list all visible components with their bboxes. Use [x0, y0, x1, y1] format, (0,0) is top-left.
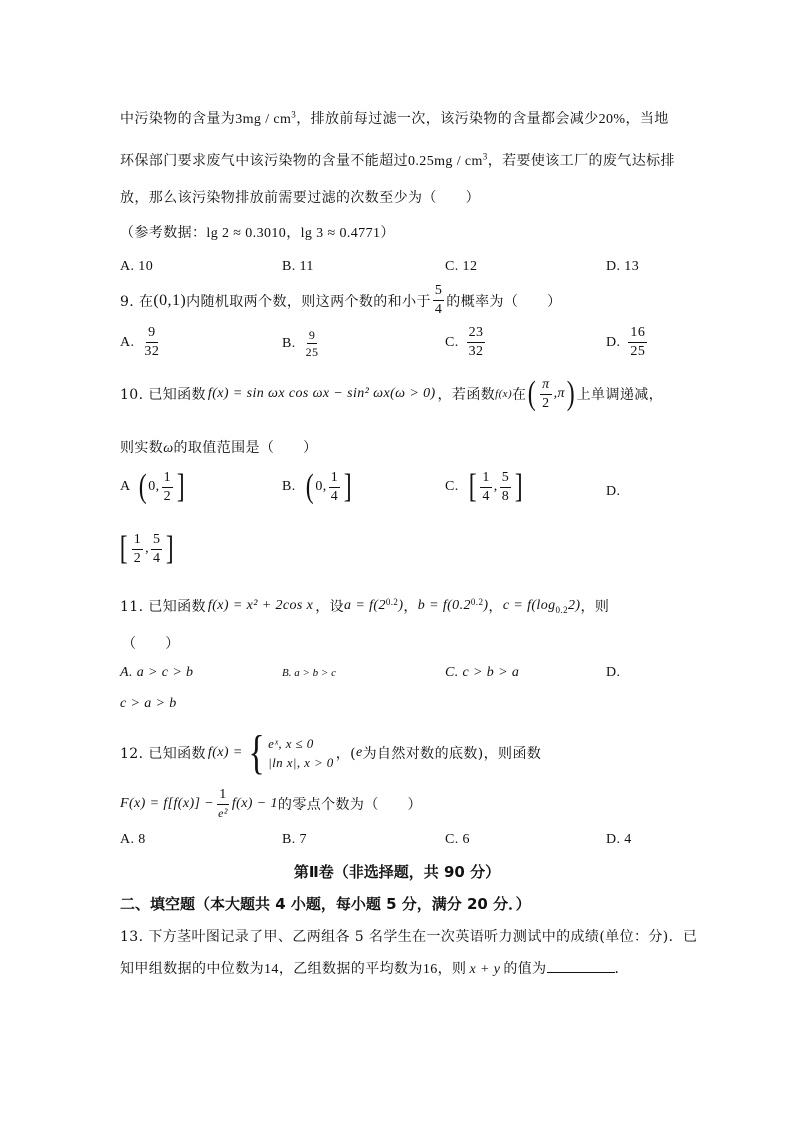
q10-interval-right: ,π [553, 386, 565, 401]
q11-text: ，则 [580, 599, 610, 615]
q11-option-d-label[interactable]: D. [606, 665, 621, 680]
q10-option-a[interactable]: A ( 0, $\frac{1}{2}$ ] [120, 468, 185, 505]
q12-fraction: $\frac{1}{\text{e²}}$ [218, 787, 228, 820]
q13-median: 14 [264, 962, 279, 977]
q8-text: ，排放前每过滤一次，该污染物的含量都会减少 [296, 111, 599, 127]
q8-percent: 20% [598, 112, 626, 127]
q8-reference-data [120, 222, 395, 242]
q12-option-c[interactable]: C. 6 [445, 832, 470, 847]
q10-option-d-fraction-2: $\frac{5}{4}$ [153, 531, 161, 566]
q8-line2 [120, 150, 675, 170]
q11-option-b[interactable]: B. a > b > c [282, 667, 336, 679]
q10-text: ，若函数 [437, 387, 496, 403]
q9-option-c[interactable]: C. $\frac{23}{32}$ [445, 325, 484, 359]
section-title: 第Ⅱ卷（非选择题，共 90 分） [293, 863, 501, 881]
q8-option-b[interactable]: B. 11 [282, 259, 314, 274]
q13-line1: 13. 下方茎叶图记录了甲、乙两组各 5 名学生在一次英语听力测试中的成绩(单位：分)．已 [120, 929, 698, 945]
q10-number: 10. 已知函数 [120, 387, 206, 403]
q13-text: 知甲组数据的中位数为 [120, 961, 264, 977]
q8-concentration: 3mg / cm [235, 112, 292, 127]
q12-text: ，( [335, 746, 356, 762]
q8-text: ，当地 [625, 111, 669, 127]
q10-interval-right-paren: ) [566, 375, 575, 412]
q9-number: 9. 在 [120, 293, 154, 310]
q9-option-b[interactable]: B. $\frac{9}{25}$ [282, 328, 319, 359]
q12-number: 12. 已知函数 [120, 746, 206, 762]
q13-answer-blank[interactable] [547, 958, 615, 973]
section-subtitle: 二、填空题（本大题共 4 小题，每小题 5 分，满分 20 分．） [120, 895, 531, 913]
q12-option-a[interactable]: A. 8 [120, 832, 146, 847]
q8-text: ，若要使该工厂的废气达标排 [487, 153, 675, 169]
q12-F-expression: F(x) = f[f(x)] − [120, 795, 215, 811]
q8-ref-sep: ， [286, 225, 301, 241]
q10-option-d[interactable]: [ $\frac{1}{2}$ , $\frac{5}{4}$ ] [119, 530, 175, 567]
q8-ref-lg2: lg 2 ≈ 0.3010 [206, 226, 287, 241]
q10-fx: f(x) [495, 388, 513, 400]
q10-text: 上单调递减， [576, 387, 664, 403]
q12-case-1: eˣ, x ≤ 0 [268, 735, 314, 751]
q10-interval-fraction: $\frac{\pi}{2}$ [542, 376, 550, 411]
q9-text: 内随机取两个数，则这两个数的和小于 [186, 293, 431, 310]
q11-answer-paren: （ ） [122, 636, 180, 652]
q9-stem [120, 284, 562, 317]
q12-F-def [120, 788, 422, 819]
q10-option-c-fraction-1: $\frac{1}{4}$ [482, 469, 490, 504]
q10-option-c-fraction-2: $\frac{5}{8}$ [501, 469, 510, 504]
q12-function-lhs: f(x) = [207, 745, 243, 760]
q10-option-d-fraction-1: $\frac{1}{2}$ [133, 531, 142, 566]
q9-option-d-fraction: $\frac{16}{25}$ [630, 325, 646, 359]
q9-text: 的概率为（ ） [446, 293, 562, 310]
q10-option-b[interactable]: B. ( 0, $\frac{1}{4}$ ] [282, 468, 353, 505]
q11-b-def: b = f(0.2 [417, 598, 471, 613]
q9-option-d[interactable]: D. $\frac{16}{25}$ [606, 325, 646, 359]
q11-c-def: c = f(log [502, 598, 556, 613]
q13-end: ． [614, 961, 629, 977]
q10-option-b-fraction: $\frac{1}{4}$ [330, 469, 339, 504]
q13-text: ，则 [437, 961, 467, 977]
q11-text: ，设 [315, 599, 345, 615]
q13-mean: 16 [422, 962, 438, 977]
q11-a-def: a = f(2 [344, 598, 386, 613]
q12-F-post: f(x) − 1 [231, 795, 278, 811]
q8-option-c[interactable]: C. 12 [445, 259, 478, 274]
q8-option-a[interactable]: A. 10 [120, 259, 154, 274]
q10-text: 则实数 [120, 440, 164, 456]
q11-option-d[interactable]: c > a > b [120, 696, 177, 711]
q10-interval-left-paren: ( [528, 375, 537, 412]
q8-ref-close: ） [380, 225, 395, 241]
q8-ref-lg3: lg 3 ≈ 0.4771 [300, 226, 381, 241]
q11-option-c[interactable]: C. c > b > a [445, 665, 520, 680]
q8-exponent: 3 [482, 151, 488, 162]
q8-option-d[interactable]: D. 13 [606, 259, 640, 274]
q8-text: 环保部门要求废气中该污染物的含量不能超过 [120, 153, 408, 169]
q13-xy: x + y [469, 962, 501, 977]
q8-text: 中污染物的含量为 [120, 111, 236, 127]
q13-text: 的值为 [503, 961, 547, 977]
q9-interval: (0,1) [153, 291, 187, 309]
q8-limit: 0.25mg / cm [408, 154, 483, 169]
q11-stem: 11. 已知函数 f(x) = x² + 2cos x ，设 a = f(2 $^{0.2}$ ) ， b = f(0.2 $^{0.2}$ ) ， c = f(log $_{0.2}$ 2) ，则 [120, 597, 610, 615]
q9-option-c-fraction: $\frac{23}{32}$ [468, 325, 484, 359]
q12-text: 的零点个数为（ ） [277, 796, 422, 813]
q13-text: ，乙组数据的平均数为 [278, 961, 423, 977]
q12-piecewise [268, 734, 334, 773]
q12-brace: { [248, 726, 265, 779]
q9-fraction: $\frac{5}{4}$ [434, 283, 443, 317]
q12-stem [120, 726, 542, 779]
q12-case-2: |ln x|, x > 0 [268, 755, 334, 770]
q10-option-a-fraction: $\frac{1}{2}$ [163, 469, 171, 504]
q10-omega: ω [163, 441, 174, 456]
q9-option-a-fraction: $\frac{9}{32}$ [144, 325, 160, 359]
q8-line1 [120, 108, 669, 128]
q10-function: f(x) = sin ωx cos ωx − sin² ωx(ω > 0) [207, 386, 436, 401]
q11-number: 11. 已知函数 [120, 599, 206, 615]
q10-option-d-label[interactable]: D. [606, 484, 621, 499]
q11-function: f(x) = x² + 2cos x [207, 598, 314, 613]
q10-line2 [120, 437, 318, 457]
q12-option-b[interactable]: B. 7 [282, 832, 307, 847]
q8-exponent: 3 [291, 109, 297, 120]
q11-option-a[interactable]: A. a > c > b [120, 665, 194, 680]
q10-option-c[interactable]: C. [ $\frac{1}{4}$ , $\frac{5}{8}$ ] [445, 468, 524, 505]
q8-ref-label: （参考数据： [120, 225, 207, 241]
q13-line2 [120, 958, 629, 978]
q10-stem [120, 377, 663, 411]
q9-option-b-fraction: $\frac{9}{25}$ [305, 328, 319, 359]
q9-option-a[interactable]: A. $\frac{9}{32}$ [120, 325, 160, 359]
q12-e: e [355, 745, 363, 760]
q10-text: 在 [512, 387, 527, 403]
q8-line3: 放，那么该污染物排放前需要过滤的次数至少为（ ） [120, 190, 480, 206]
q12-text: 为自然对数的底数)，则函数 [362, 746, 542, 762]
q10-text: 的取值范围是（ ） [173, 440, 318, 456]
q12-option-d[interactable]: D. 4 [606, 832, 632, 847]
